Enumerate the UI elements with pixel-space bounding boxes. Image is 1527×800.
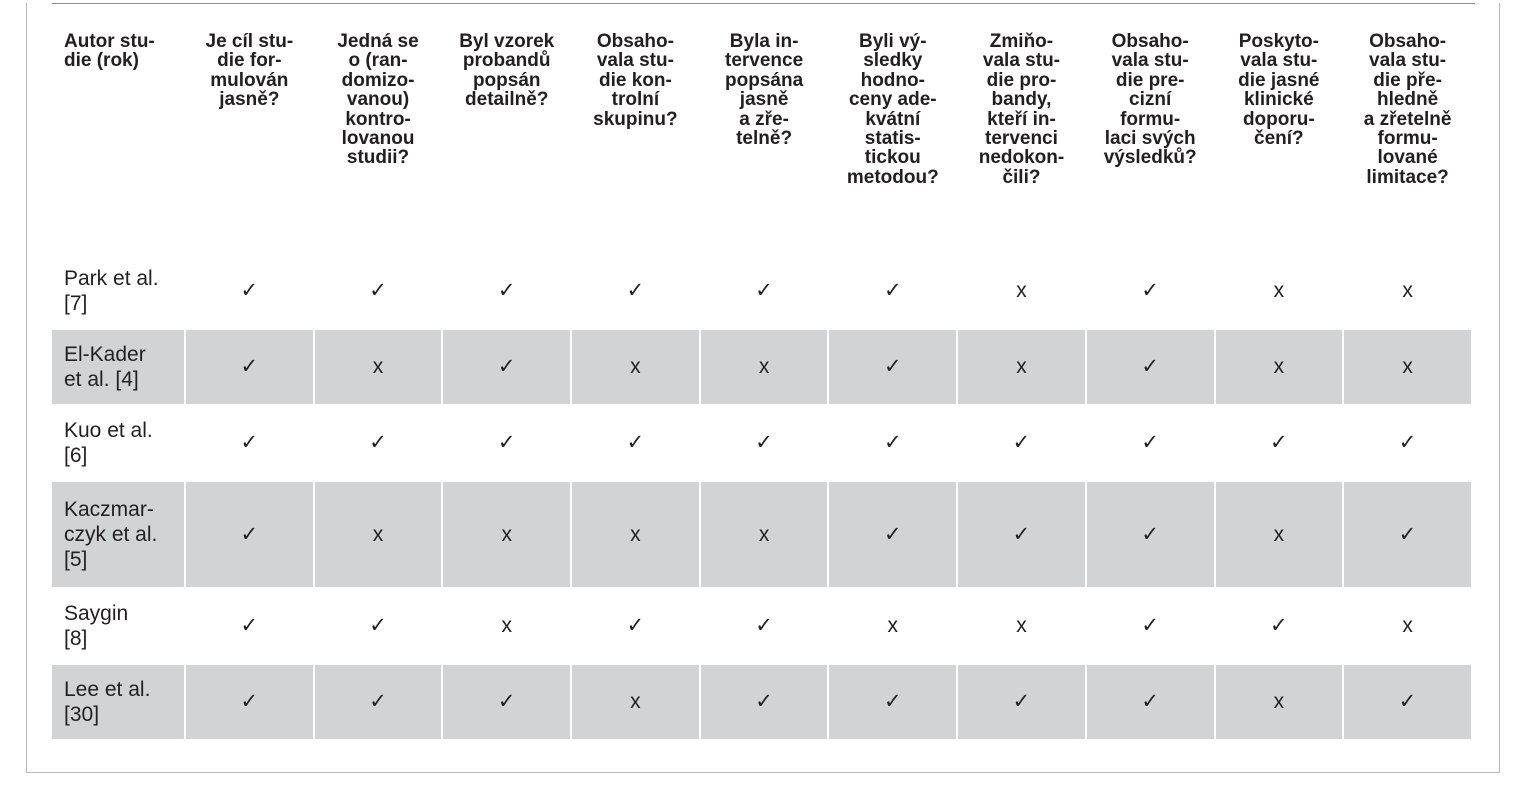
check-mark-cell [1344, 406, 1471, 480]
cross-mark-cell [701, 330, 828, 404]
cross-icon: x [372, 522, 384, 546]
header-line: die (rok) [64, 50, 139, 72]
author-line: Park et al. [64, 267, 159, 290]
cross-mark-cell [572, 330, 699, 404]
check-icon: ✓ [755, 614, 773, 637]
header-line: lované [1377, 147, 1438, 169]
header-randomized [315, 26, 442, 252]
header-line: Poskyto- [1238, 31, 1319, 52]
header-dropouts [958, 26, 1085, 252]
header-line: kteří in- [987, 108, 1056, 130]
cross-mark-cell [1344, 330, 1471, 404]
check-icon: ✓ [883, 355, 902, 378]
header-line: vala stu- [596, 50, 674, 72]
header-line: tervence [725, 50, 804, 72]
cross-icon: x [1273, 279, 1285, 302]
author-line: Lee et al. [64, 678, 151, 701]
header-line: statis- [864, 128, 921, 150]
author-line: et al. [4] [64, 368, 139, 391]
header-line: Byla in- [729, 31, 799, 52]
cross-icon: x [630, 355, 641, 378]
cross-icon: x [1016, 355, 1027, 378]
header-line: čení? [1254, 128, 1304, 150]
header-line: studii? [346, 147, 410, 169]
table-row [52, 254, 1471, 328]
header-line: čili? [1002, 166, 1041, 188]
check-icon: ✓ [1141, 614, 1159, 637]
table-row [52, 589, 1471, 663]
check-icon: ✓ [1398, 431, 1417, 454]
cross-mark-cell [1216, 482, 1343, 587]
check-icon: ✓ [497, 431, 516, 454]
check-mark-cell [1087, 406, 1214, 480]
cross-icon: x [630, 522, 641, 546]
cross-icon: x [887, 614, 899, 637]
check-mark-cell [829, 330, 956, 404]
header-line: bandy, [991, 89, 1052, 111]
header-row [52, 26, 1471, 252]
check-icon: ✓ [1141, 690, 1159, 713]
header-line: Jedná se [337, 31, 419, 52]
check-mark-cell [701, 665, 828, 739]
check-icon: ✓ [883, 690, 902, 713]
header-line: vala stu- [1111, 50, 1189, 72]
header-line: vanou) [346, 89, 410, 111]
check-icon: ✓ [1012, 431, 1031, 454]
cross-icon: x [501, 614, 512, 637]
header-sample [443, 26, 570, 252]
cross-mark-cell [1216, 254, 1343, 328]
cross-mark-cell [572, 665, 699, 739]
cross-icon: x [1402, 614, 1413, 637]
check-mark-cell [701, 406, 828, 480]
header-line: kontro- [345, 108, 411, 130]
header-line: Obsaho- [1111, 31, 1189, 52]
header-statistics [829, 26, 956, 252]
check-mark-cell [1087, 330, 1214, 404]
header-line: jasně? [219, 89, 280, 111]
check-icon: ✓ [1270, 431, 1288, 454]
cross-mark-cell [315, 482, 442, 587]
header-line: die kon- [598, 69, 672, 91]
cross-icon: x [1402, 355, 1413, 378]
header-line: laci svých [1104, 128, 1196, 150]
header-line: limitace? [1366, 166, 1449, 188]
cross-mark-cell [829, 589, 956, 663]
author-line: czyk et al. [64, 523, 158, 546]
header-line: skupinu? [593, 108, 678, 130]
check-mark-cell [701, 589, 828, 663]
author-line: Kaczmar- [64, 498, 154, 521]
check-mark-cell [1087, 482, 1214, 587]
header-line: die jasné [1238, 69, 1320, 91]
cross-mark-cell [701, 482, 828, 587]
check-mark-cell [829, 406, 956, 480]
cross-icon: x [758, 355, 770, 378]
check-mark-cell [186, 330, 313, 404]
header-line: Zmiňo- [989, 31, 1054, 52]
check-mark-cell [1087, 665, 1214, 739]
header-line: Obsaho- [596, 31, 674, 52]
check-icon: ✓ [1141, 431, 1159, 454]
check-mark-cell [315, 665, 442, 739]
header-line: tervenci [985, 128, 1058, 150]
header-line: Je cíl stu- [205, 31, 294, 52]
check-icon: ✓ [497, 279, 516, 302]
author-line: [5] [64, 548, 88, 571]
cross-icon: x [501, 522, 512, 546]
check-icon: ✓ [497, 690, 516, 713]
check-icon: ✓ [755, 690, 773, 713]
check-icon: ✓ [240, 690, 259, 713]
cross-mark-cell [443, 589, 570, 663]
cross-icon: x [1273, 522, 1285, 546]
cross-icon: x [758, 522, 770, 546]
header-author [52, 26, 184, 252]
top-rule [52, 3, 1475, 4]
header-line: vala stu- [982, 50, 1061, 72]
cross-icon: x [1016, 279, 1027, 302]
header-intervention [701, 26, 828, 252]
check-mark-cell [186, 254, 313, 328]
check-mark-cell [443, 330, 570, 404]
header-line: formu- [1377, 128, 1438, 150]
header-line: probandů [462, 50, 551, 72]
header-line: jasně [739, 89, 789, 111]
header-line: kvátní [865, 108, 921, 130]
check-icon: ✓ [369, 279, 387, 302]
header-line: cizní [1129, 89, 1172, 111]
check-icon: ✓ [240, 614, 259, 637]
author-line: [30] [64, 703, 100, 726]
author-line: Kuo et al. [64, 419, 153, 442]
check-mark-cell [829, 254, 956, 328]
check-mark-cell [1087, 254, 1214, 328]
header-line: lovanou [341, 128, 415, 150]
check-mark-cell [443, 254, 570, 328]
check-icon: ✓ [883, 431, 902, 454]
header-recommendations [1216, 26, 1343, 252]
check-mark-cell [572, 406, 699, 480]
cross-icon: x [1402, 279, 1413, 302]
cross-mark-cell [1216, 330, 1343, 404]
check-icon: ✓ [626, 614, 645, 637]
cross-mark-cell [572, 482, 699, 587]
cross-mark-cell [958, 254, 1085, 328]
cross-mark-cell [315, 330, 442, 404]
header-line: metodou? [846, 166, 939, 188]
author-cell [52, 330, 184, 404]
check-mark-cell [186, 589, 313, 663]
check-icon: ✓ [755, 279, 773, 302]
header-line: a zřetelně [1363, 108, 1452, 130]
header-line: telně? [736, 128, 793, 150]
header-line: tickou [864, 147, 921, 169]
header-line: Byli vý- [858, 31, 927, 52]
table-row [52, 406, 1471, 480]
check-icon: ✓ [1012, 522, 1031, 546]
cross-mark-cell [1344, 254, 1471, 328]
cross-icon: x [1273, 690, 1285, 713]
check-icon: ✓ [369, 431, 387, 454]
header-line: formu- [1120, 108, 1181, 130]
check-mark-cell [829, 665, 956, 739]
author-line: [8] [64, 627, 88, 650]
check-icon: ✓ [369, 690, 387, 713]
cross-mark-cell [958, 330, 1085, 404]
header-line: Byl vzorek [459, 31, 555, 52]
table-row [52, 482, 1471, 587]
author-cell [52, 406, 184, 480]
header-line: výsledků? [1103, 147, 1197, 169]
cross-icon: x [372, 355, 384, 378]
check-mark-cell [701, 254, 828, 328]
header-line: popsán [472, 69, 541, 91]
author-cell [52, 482, 184, 587]
check-mark-cell [1216, 406, 1343, 480]
cross-icon: x [1016, 614, 1027, 637]
header-line: die pro- [986, 69, 1057, 91]
header-line: die pře- [1373, 69, 1442, 91]
author-line: [6] [64, 444, 88, 467]
header-line: ceny ade- [848, 89, 937, 111]
check-icon: ✓ [883, 522, 902, 546]
check-icon: ✓ [1141, 279, 1159, 302]
check-icon: ✓ [240, 431, 259, 454]
header-line: hodno- [860, 69, 925, 91]
author-line: [7] [64, 292, 88, 315]
header-line: vala stu- [1240, 50, 1318, 72]
check-icon: ✓ [1012, 690, 1031, 713]
header-line: vala stu- [1369, 50, 1447, 72]
header-line: die for- [217, 50, 282, 72]
header-line: nedokon- [978, 147, 1065, 169]
header-line: domizo- [341, 69, 415, 91]
header-line: Autor stu- [64, 31, 155, 52]
check-icon: ✓ [1270, 614, 1288, 637]
header-line: popsána [725, 69, 804, 91]
header-line: klinické [1243, 89, 1314, 111]
author-line: El-Kader [64, 343, 146, 366]
check-mark-cell [1344, 482, 1471, 587]
check-mark-cell [1216, 589, 1343, 663]
check-mark-cell [443, 406, 570, 480]
check-icon: ✓ [626, 431, 645, 454]
header-line: mulován [210, 69, 289, 91]
check-icon: ✓ [240, 355, 259, 378]
header-control-group [572, 26, 699, 252]
check-mark-cell [572, 254, 699, 328]
header-line: hledně [1376, 89, 1439, 111]
check-mark-cell [186, 406, 313, 480]
quality-assessment-table [50, 24, 1473, 741]
table-row [52, 665, 1471, 739]
cross-mark-cell [443, 482, 570, 587]
table-row [52, 330, 1471, 404]
check-icon: ✓ [240, 522, 259, 546]
check-mark-cell [315, 406, 442, 480]
author-cell [52, 254, 184, 328]
header-line: sledky [863, 50, 923, 72]
check-icon: ✓ [1141, 522, 1159, 546]
header-line: detailně? [465, 89, 549, 111]
check-icon: ✓ [369, 614, 387, 637]
cross-icon: x [1273, 355, 1285, 378]
check-icon: ✓ [1141, 355, 1159, 378]
header-limitations [1344, 26, 1471, 252]
check-icon: ✓ [755, 431, 773, 454]
header-results [1087, 26, 1214, 252]
check-mark-cell [443, 665, 570, 739]
check-icon: ✓ [240, 279, 259, 302]
cross-mark-cell [1344, 589, 1471, 663]
check-mark-cell [958, 406, 1085, 480]
check-mark-cell [1344, 665, 1471, 739]
header-line: die pre- [1115, 69, 1185, 91]
check-icon: ✓ [883, 279, 902, 302]
check-icon: ✓ [1398, 522, 1417, 546]
check-icon: ✓ [1398, 690, 1417, 713]
check-mark-cell [958, 665, 1085, 739]
author-cell [52, 665, 184, 739]
cross-icon: x [630, 690, 641, 713]
check-mark-cell [186, 482, 313, 587]
author-cell [52, 589, 184, 663]
header-line: o (ran- [348, 50, 408, 72]
check-mark-cell [186, 665, 313, 739]
check-mark-cell [315, 254, 442, 328]
check-mark-cell [829, 482, 956, 587]
check-mark-cell [958, 482, 1085, 587]
check-icon: ✓ [626, 279, 645, 302]
header-line: trolní [611, 89, 660, 111]
cross-mark-cell [958, 589, 1085, 663]
check-icon: ✓ [497, 355, 516, 378]
header-line: Obsaho- [1369, 31, 1447, 52]
cross-mark-cell [1216, 665, 1343, 739]
header-line: doporu- [1242, 108, 1315, 130]
header-line: a zře- [739, 108, 789, 130]
check-mark-cell [1087, 589, 1214, 663]
author-line: Saygin [64, 602, 129, 625]
check-mark-cell [572, 589, 699, 663]
header-aim [186, 26, 313, 252]
check-mark-cell [315, 589, 442, 663]
